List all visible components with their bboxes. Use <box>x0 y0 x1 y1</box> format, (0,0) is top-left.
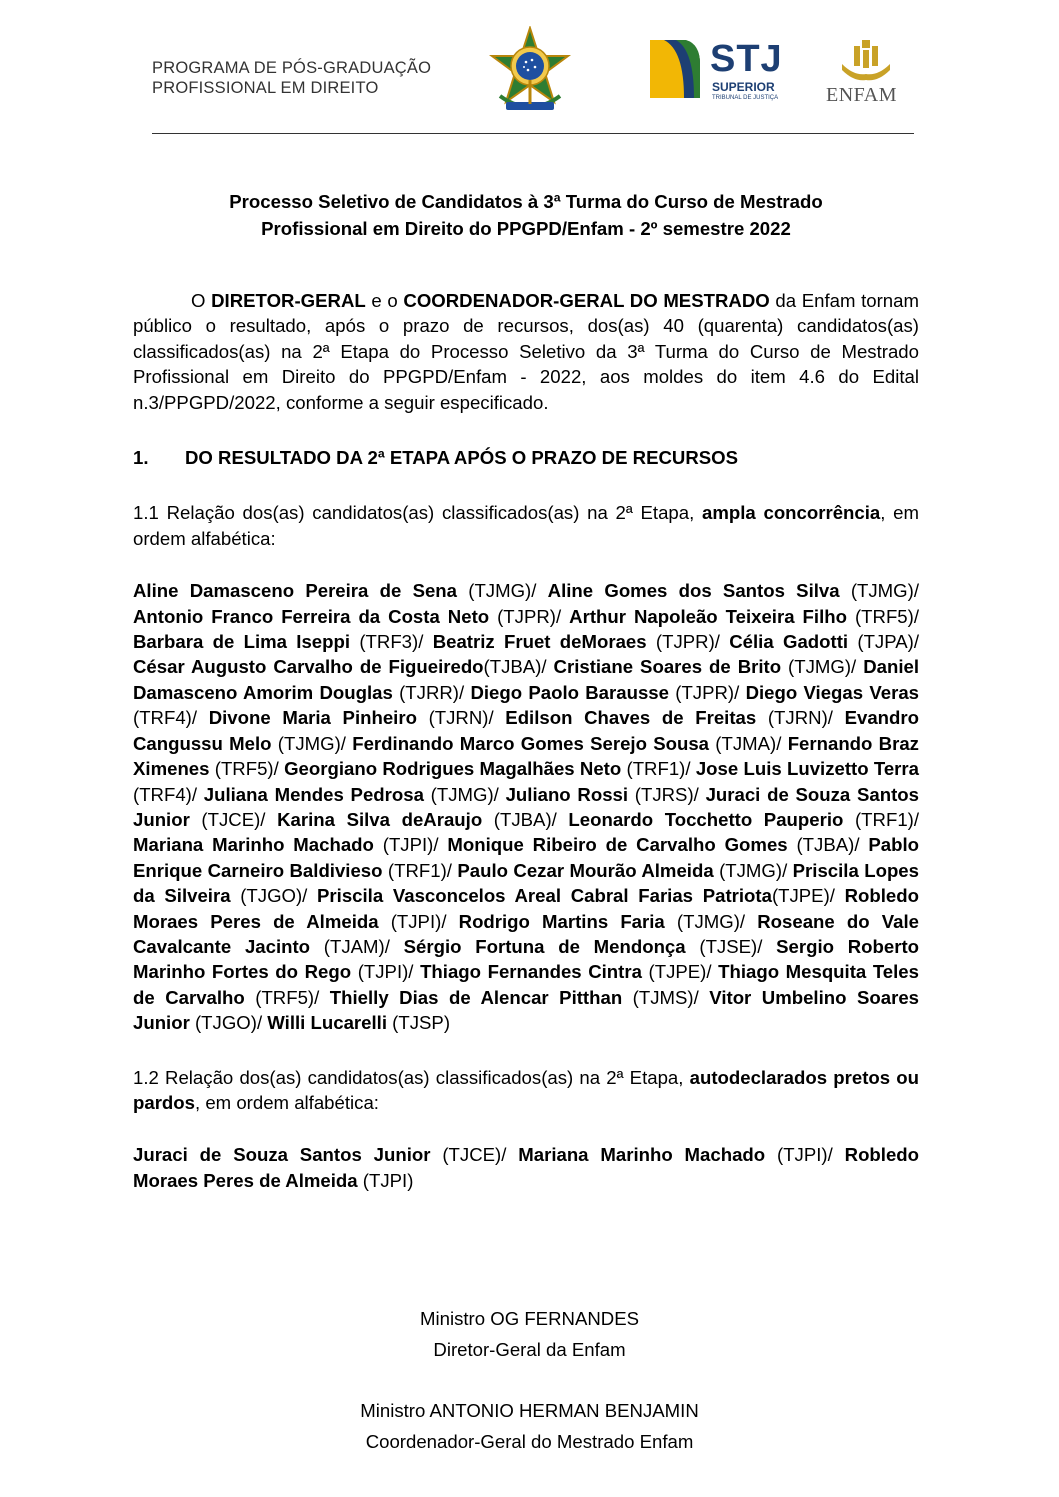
candidate-court: (TRF5)/ <box>209 758 285 780</box>
signature-2 <box>0 1395 1059 1457</box>
document-body <box>133 188 919 1193</box>
candidate-name: Célia Gadotti <box>729 631 849 653</box>
enfam-name: ENFAM <box>826 84 898 106</box>
intro-paragraph <box>133 288 919 415</box>
candidate-name: Aline Gomes dos Santos Silva <box>547 580 840 602</box>
program-line-2: PROFISSIONAL EM DIREITO <box>152 79 379 97</box>
candidate-court: (TRF5)/ <box>846 605 919 627</box>
item-text: 1.1 Relação dos(as) candidatos(as) classificados(as) na 2ª Etapa, <box>133 502 702 524</box>
candidate-name: Mariana Marinho Machado <box>133 834 374 856</box>
intro-bold: COORDENADOR-GERAL DO MESTRADO <box>403 290 770 311</box>
candidate-name: Vitor Umbelino Soares Junior <box>133 986 919 1034</box>
candidate-name: Priscila Lopes da Silveira <box>133 859 919 907</box>
candidate-court: (TJRN)/ <box>416 707 506 729</box>
stj-sub-1: SUPERIOR <box>712 80 775 94</box>
candidate-court: (TJPI) <box>357 1169 414 1191</box>
brazil-coat-of-arms-icon <box>484 26 576 118</box>
enfam-logo <box>824 40 908 104</box>
candidate-court: (TJMG)/ <box>664 910 758 932</box>
candidate-name: Monique Ribeiro de Carvalho Gomes <box>447 834 788 856</box>
candidate-name: Thielly Dias de Alencar Pitthan <box>329 986 623 1008</box>
program-line-1: PROGRAMA DE PÓS-GRADUAÇÃO <box>152 59 432 77</box>
candidate-list-ppp <box>133 1142 919 1193</box>
candidate-court: (TJMG)/ <box>713 859 793 881</box>
candidate-court: (TJCE)/ <box>430 1144 519 1166</box>
section-title: DO RESULTADO DA 2ª ETAPA APÓS O PRAZO DE RECURSOS <box>185 447 739 469</box>
signature-1 <box>0 1303 1059 1365</box>
candidate-court: (TJPA)/ <box>848 631 920 653</box>
candidate-name: Pablo Enrique Carneiro Baldivieso <box>133 834 919 881</box>
candidate-court: (TRF3)/ <box>350 631 433 653</box>
candidate-name: Rodrigo Martins Faria <box>458 910 665 932</box>
item-1-1 <box>133 500 919 551</box>
candidate-name: Roseane do Vale Cavalcante Jacinto <box>133 910 919 957</box>
candidate-court: (TJSP) <box>387 1012 451 1034</box>
candidate-court: (TJAM)/ <box>310 935 404 957</box>
candidate-name: Evandro Cangussu Melo <box>133 707 919 754</box>
candidate-name: Mariana Marinho Machado <box>518 1144 766 1166</box>
candidate-court: (TRF4)/ <box>133 783 204 805</box>
intro-bold: DIRETOR-GERAL <box>211 290 366 311</box>
candidate-court: (TJRS)/ <box>628 783 706 805</box>
item-text: 1.2 Relação dos(as) candidatos(as) classificados(as) na 2ª Etapa, <box>133 1066 690 1088</box>
candidate-court: (TJPR)/ <box>668 681 746 703</box>
candidate-name: Sérgio Fortuna de Mendonça <box>403 935 686 957</box>
candidate-court: (TJBA)/ <box>482 808 569 830</box>
candidate-court: (TRF4)/ <box>133 707 209 729</box>
signature-name: Ministro ANTONIO HERMAN BENJAMIN <box>360 1400 699 1421</box>
candidate-court: (TJRR)/ <box>392 681 471 703</box>
candidate-court: (TJCE)/ <box>189 808 278 830</box>
candidate-court: (TJMG)/ <box>839 580 919 602</box>
stj-logo-icon <box>650 40 792 102</box>
title-line-1: Processo Seletivo de Candidatos à 3ª Turma do Curso de Mestrado <box>229 191 823 212</box>
intro-text: e o <box>365 290 404 311</box>
header-divider <box>152 133 914 134</box>
candidate-name: Juraci de Souza Santos Junior <box>133 1144 431 1166</box>
candidate-name: Juraci de Souza Santos Junior <box>133 783 920 830</box>
candidate-name: Cristiane Soares de Brito <box>553 656 782 678</box>
candidate-name: Divone Maria Pinheiro <box>208 707 417 729</box>
candidate-court: (TJBA)/ <box>483 656 554 678</box>
candidate-court: (TJPI)/ <box>351 961 421 983</box>
candidate-name: Juliana Mendes Pedrosa <box>203 783 424 805</box>
candidate-name: Diego Paolo Barausse <box>470 681 669 703</box>
candidate-name: Leonardo Tocchetto Pauperio <box>568 808 844 830</box>
item-text: , em ordem alfabética: <box>133 502 919 549</box>
signature-role: Diretor-Geral da Enfam <box>433 1339 626 1360</box>
candidate-court: (TRF1)/ <box>382 859 458 881</box>
candidate-court: (TJPR)/ <box>489 605 570 627</box>
candidate-name: Georgiano Rodrigues Magalhães Neto <box>284 758 622 780</box>
candidate-court: (TJGO)/ <box>189 1012 268 1034</box>
candidate-court: (TRF1)/ <box>621 758 696 780</box>
candidate-court: (TJPI)/ <box>765 1144 845 1166</box>
stj-name: STJ <box>710 38 783 80</box>
candidate-court: (TJSE)/ <box>685 935 777 957</box>
candidate-name: Robledo Moraes Peres de Almeida <box>133 1144 920 1191</box>
candidate-court: (TJMG)/ <box>423 783 506 805</box>
candidate-name: César Augusto Carvalho de Figueiredo <box>133 656 484 678</box>
candidate-court: (TJRN)/ <box>756 707 845 729</box>
candidate-court: (TJMS)/ <box>622 986 710 1008</box>
candidate-court: (TRF1)/ <box>843 808 920 830</box>
candidate-court: (TJMG)/ <box>457 580 548 602</box>
candidate-court: (TJMG)/ <box>271 732 353 754</box>
candidate-court: (TJBA)/ <box>787 834 869 856</box>
candidate-name: Sergio Roberto Marinho Fortes do Rego <box>133 935 920 983</box>
candidate-court: (TJMA)/ <box>709 732 788 754</box>
item-bold: autodeclarados pretos ou pardos <box>133 1066 919 1113</box>
candidate-name: Daniel Damasceno Amorim Douglas <box>133 656 919 703</box>
signature-role: Coordenador-Geral do Mestrado Enfam <box>365 1431 694 1452</box>
title-line-2: Profissional em Direito do PPGPD/Enfam - 2º semestre 2022 <box>261 218 791 239</box>
candidate-name: Diego Viegas Veras <box>745 681 919 703</box>
program-name <box>152 58 431 98</box>
item-1-2 <box>133 1065 919 1116</box>
candidate-name: Antonio Franco Ferreira da Costa Neto <box>133 605 490 627</box>
candidate-name: Fernando Braz Ximenes <box>133 732 919 780</box>
intro-text: O <box>191 290 212 311</box>
candidate-court: (TJGO)/ <box>230 885 318 907</box>
candidate-name: Beatriz Fruet deMoraes <box>432 631 647 653</box>
signature-name: Ministro OG FERNANDES <box>419 1308 640 1329</box>
candidate-list-ampla <box>133 578 919 1035</box>
item-text: , em ordem alfabética: <box>195 1091 379 1113</box>
candidate-name: Arthur Napoleão Teixeira Filho <box>569 605 847 627</box>
candidate-name: Paulo Cezar Mourão Almeida <box>457 859 714 881</box>
candidate-name: Willi Lucarelli <box>267 1012 387 1034</box>
candidate-name: Karina Silva deAraujo <box>277 808 483 830</box>
candidate-court: (TRF5)/ <box>244 986 330 1008</box>
candidate-name: Juliano Rossi <box>505 783 629 805</box>
candidate-court: (TJPE)/ <box>771 885 845 907</box>
candidate-name: Thiago Mesquita Teles de Carvalho <box>133 961 919 1008</box>
candidate-name: Robledo Moraes Peres de Almeida <box>133 885 919 932</box>
section-heading <box>133 445 919 470</box>
enfam-book-icon <box>824 40 908 84</box>
intro-text: da Enfam tornam público o resultado, após o prazo de recursos, dos(as) 40 (quarenta) candidatos(as) classificados(as) na 2ª Etapa do Processo Seletivo da 3ª Turma do Curso de Mestrado Profissional em Direito do PPGPD/Enfam - 2022, aos moldes do item 4.6 do Edital n.3/PPGPD/2022, conforme a seguir especificado. <box>133 290 919 413</box>
page-header <box>0 0 1059 140</box>
candidate-court: (TJPI)/ <box>373 834 448 856</box>
candidate-name: Thiago Fernandes Cintra <box>420 961 642 983</box>
candidate-name: Ferdinando Marco Gomes Serejo Sousa <box>352 732 710 754</box>
candidate-court: (TJMG)/ <box>781 656 864 678</box>
candidate-court: (TJPE)/ <box>641 961 719 983</box>
candidate-court: (TJPR)/ <box>646 631 730 653</box>
document-title <box>133 188 919 242</box>
candidate-court: (TJPI)/ <box>378 910 459 932</box>
candidate-name: Aline Damasceno Pereira de Sena <box>133 580 458 602</box>
stj-sub-2: TRIBUNAL DE JUSTIÇA <box>712 95 779 101</box>
candidate-name: Priscila Vasconcelos Areal Cabral Farias Patriota <box>317 885 772 907</box>
candidate-name: Jose Luis Luvizetto Terra <box>695 758 919 780</box>
candidate-name: Barbara de Lima Iseppi <box>133 631 351 653</box>
section-number: 1. <box>133 447 149 469</box>
item-bold: ampla concorrência <box>702 502 881 524</box>
candidate-name: Edilson Chaves de Freitas <box>505 707 757 729</box>
